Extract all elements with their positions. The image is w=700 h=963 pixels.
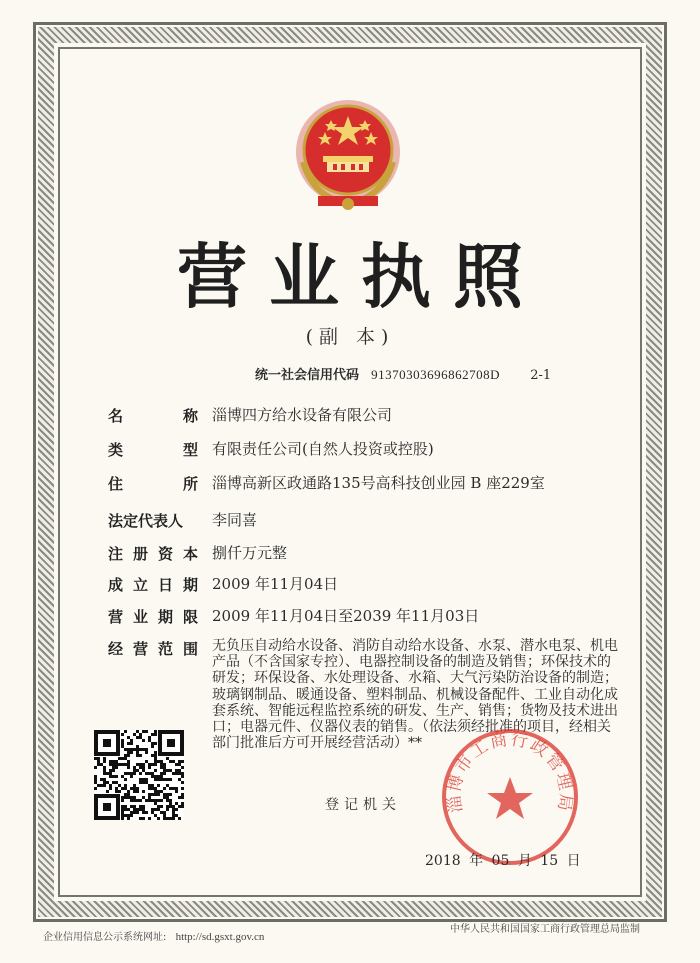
address-label: [108, 473, 198, 494]
label-char: 营: [132, 640, 148, 658]
scope-line: 无负压自动给水设备、消防自动给水设备、水泵、潜水电泵、机电: [212, 638, 618, 654]
founded-label: [108, 574, 198, 595]
label-char: 限: [182, 608, 198, 626]
label-char: 住: [108, 475, 124, 493]
national-emblem-icon: [283, 92, 413, 222]
address-value: 淄博高新区政通路135号高科技创业园 B 座229室: [212, 474, 545, 492]
legal-rep-value: 李同喜: [212, 511, 258, 529]
footer-website-label: 企业信用信息公示系统网址:: [43, 932, 167, 943]
label-char: 本: [182, 545, 198, 563]
label-char: 业: [132, 608, 148, 626]
copy-number: 2-1: [530, 368, 552, 383]
label-char: 称: [182, 407, 198, 425]
label-char: 所: [182, 475, 198, 493]
founded-date-value: 2009 年11月04日: [212, 575, 339, 593]
day-char: 日: [566, 853, 581, 869]
type-label: [108, 439, 198, 460]
label-char: 经: [108, 640, 124, 658]
issue-year: 2018: [425, 853, 461, 869]
document-title: 营业执照: [177, 235, 545, 318]
scope-line: 产品（不含国家专控）、电器控制设备的制造及销售；环保技术的: [212, 654, 611, 671]
capital-label: [108, 543, 198, 564]
term-label: [108, 606, 198, 627]
scope-line: 玻璃钢制品、暖通设备、塑料制品、机械设备配件、工业自动化成: [212, 686, 618, 703]
label-char: 期: [182, 576, 198, 594]
name-label: [108, 405, 198, 426]
label-char: 型: [182, 441, 198, 459]
capital-value: 捌仟万元整: [212, 544, 288, 562]
credit-code-label: 统一社会信用代码: [255, 368, 360, 383]
label-char: 立: [132, 576, 148, 594]
credit-code-row: [255, 364, 551, 383]
label-char: 类: [108, 441, 124, 459]
issue-month: 05: [491, 853, 510, 869]
scope-line: 研发；环保设备、水处理设备、水箱、大气污染防治设备的制造；: [212, 670, 618, 687]
business-term-value: 2009 年11月04日至2039 年11月03日: [212, 607, 480, 625]
footer-website-url[interactable]: http://sd.gsxt.gov.cn: [175, 931, 265, 943]
label-char: 注: [108, 545, 124, 563]
year-char: 年: [469, 853, 484, 869]
label-char: 范: [157, 640, 173, 658]
label-char: 册: [132, 545, 148, 563]
issue-day: 15: [540, 853, 559, 869]
issue-date: [425, 850, 585, 870]
label-char: 日: [157, 576, 173, 594]
company-type-value: 有限责任公司(自然人投资或控股): [212, 440, 434, 458]
footer-website: [43, 928, 264, 943]
label-char: 名: [108, 407, 124, 425]
scope-label: [108, 638, 198, 659]
label-char: 营: [108, 608, 124, 626]
credit-code-value: 91370303696862708D: [371, 367, 501, 382]
qr-code-icon[interactable]: [94, 730, 184, 820]
company-name-value: 淄博四方给水设备有限公司: [212, 406, 393, 424]
seal-text: 淄博市工商行政管理局: [444, 729, 576, 815]
document-subtitle: (副 本): [305, 326, 395, 348]
scope-line: 口；电器元件、仪器仪表的销售。（依法须经批准的项目，经相关: [212, 719, 611, 736]
registration-authority-label: 登记机关: [325, 797, 401, 813]
footer-supervisor: 中华人民共和国国家工商行政管理总局监制: [450, 924, 640, 935]
scope-line: 部门批准后方可开展经营活动）**: [212, 735, 422, 752]
label-char: 资: [157, 545, 173, 563]
label-char: 期: [157, 608, 173, 626]
label-char: 围: [182, 640, 198, 658]
legal-rep-label: 法定代表人: [108, 512, 184, 530]
month-char: 月: [517, 853, 532, 869]
scope-line: 套系统、智能远程监控系统的研发、生产、销售；货物及技术进出: [212, 702, 618, 719]
label-char: 成: [108, 576, 124, 594]
